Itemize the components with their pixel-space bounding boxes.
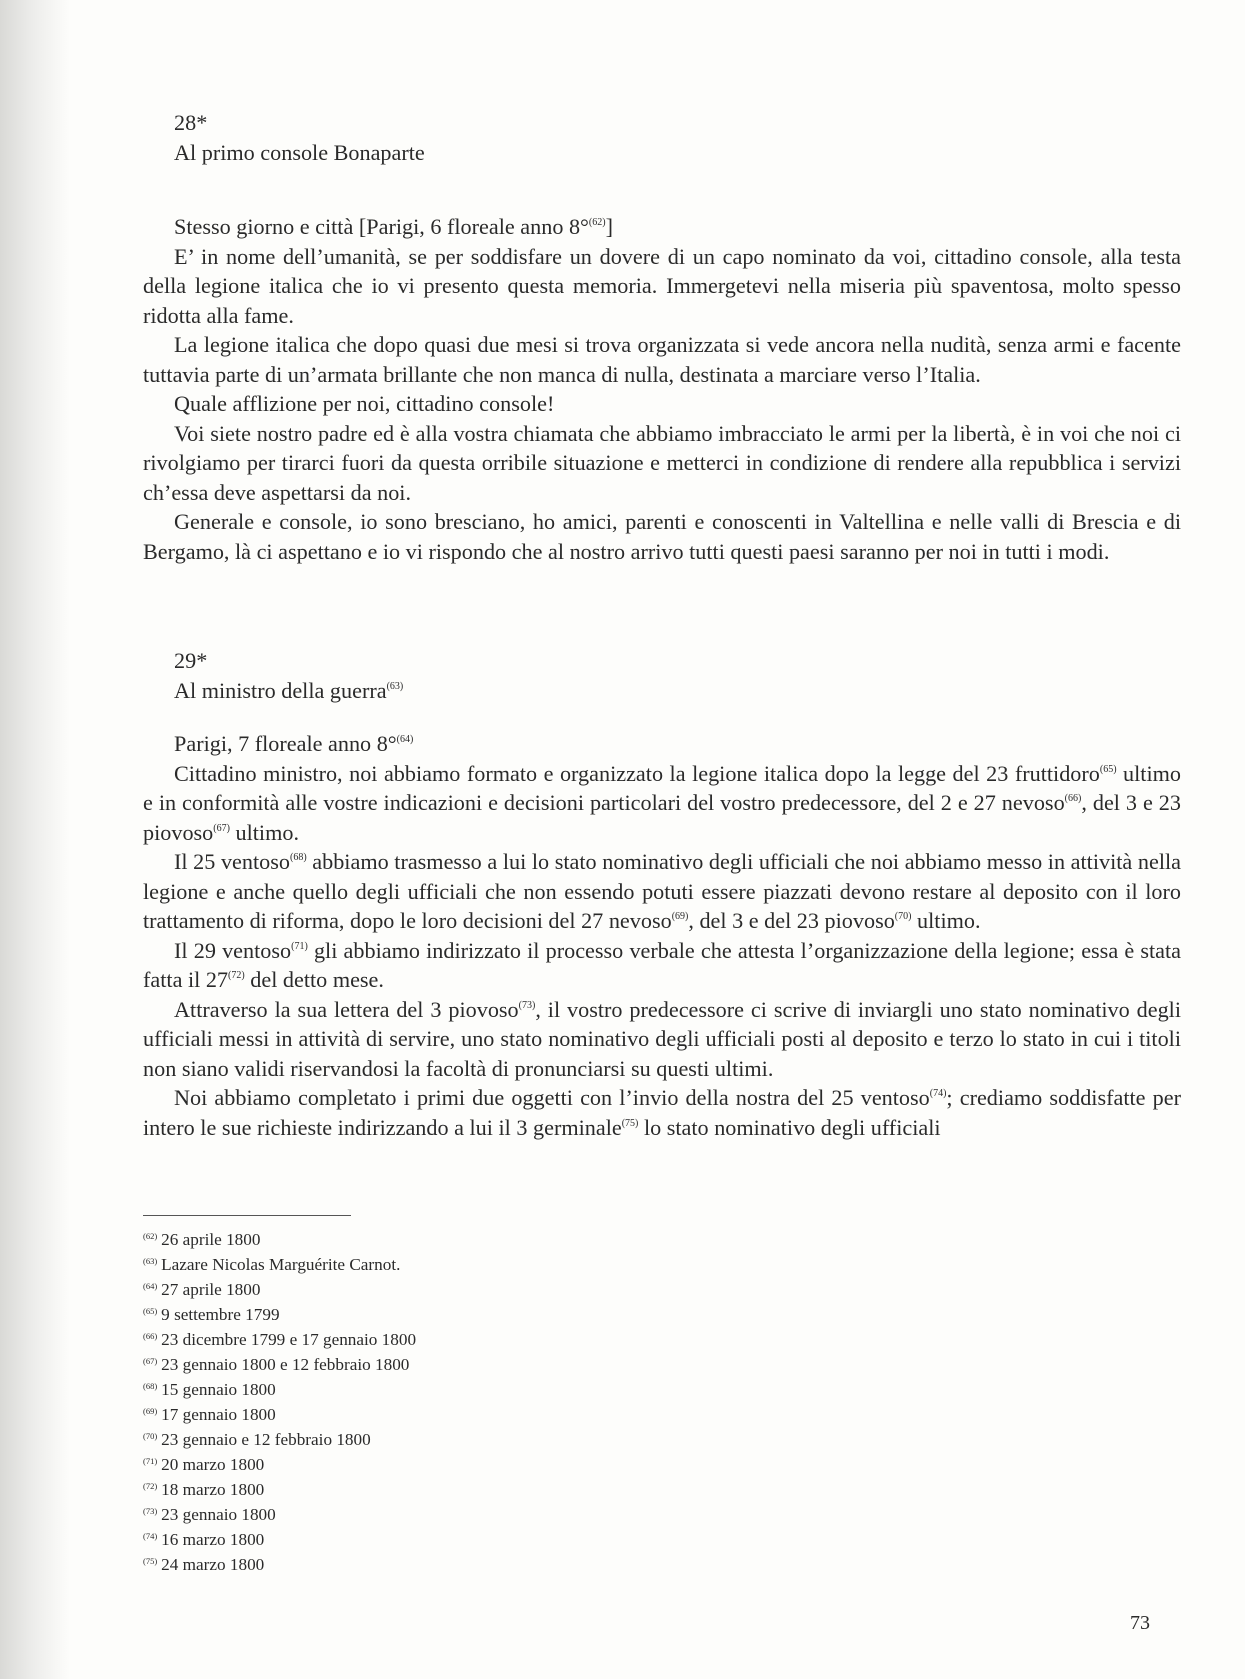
footnote	[143, 1427, 843, 1452]
footnote-number: (71)	[143, 1456, 158, 1466]
footnote	[143, 1527, 843, 1552]
footnote-text: 23 dicembre 1799 e 17 gennaio 1800	[161, 1330, 417, 1349]
footnote-text: 27 aprile 1800	[161, 1280, 261, 1299]
letter-addressee: Al primo console Bonaparte	[174, 139, 425, 165]
text: Attraverso la sua lettera del 3 piovoso	[174, 996, 519, 1022]
footnote-ref: (72)	[228, 970, 245, 981]
footnote	[143, 1452, 843, 1477]
footnote-number: (73)	[143, 1506, 158, 1516]
footnote-divider	[143, 1215, 351, 1216]
footnote-text: 15 gennaio 1800	[161, 1380, 276, 1399]
footnote	[143, 1252, 843, 1277]
footnote	[143, 1277, 843, 1302]
letter-date	[143, 729, 1181, 759]
footnote	[143, 1502, 843, 1527]
text: lo stato nominativo degli ufficiali	[638, 1114, 941, 1140]
footnote-number: (74)	[143, 1531, 158, 1541]
addressee-text: Al ministro della guerra	[174, 677, 387, 703]
footnote-ref: (68)	[289, 852, 307, 863]
date-text: Stesso giorno e città [Parigi, 6 floreale anno 8°	[174, 214, 589, 239]
footnote-text: 23 gennaio 1800	[161, 1505, 276, 1524]
paragraph: La legione italica che dopo quasi due mesi si trova organizzata si vede ancora nella nudità, senza armi e facente tuttavia parte di un’armata brillante che non manca di nulla, destinata a marciare verso l’Italia.	[143, 332, 1181, 387]
date-text: Parigi, 7 floreale anno 8°	[174, 731, 397, 756]
paragraph	[143, 936, 1181, 995]
footnote	[143, 1327, 843, 1352]
text: Noi abbiamo completato i primi due oggetti con l’invio della nostra del 25 ventoso	[174, 1085, 930, 1110]
footnote-ref: (63)	[386, 680, 404, 692]
footnote-number: (68)	[143, 1381, 158, 1391]
footnote	[143, 1552, 843, 1577]
letter-28	[143, 108, 1181, 167]
footnote	[143, 1352, 843, 1377]
paragraph	[143, 995, 1181, 1084]
footnote-ref: (65)	[1099, 763, 1117, 775]
paragraph	[143, 1083, 1181, 1142]
letter-29-text	[143, 729, 1181, 1142]
letter-addressee	[143, 676, 1181, 706]
text: , del 3 e del 23 piovoso	[688, 908, 895, 933]
paragraph	[143, 847, 1181, 936]
text: ultimo.	[911, 908, 981, 933]
text: del detto mese.	[244, 967, 384, 992]
footnote-number: (70)	[143, 1431, 158, 1441]
footnote-text: 20 marzo 1800	[161, 1455, 265, 1474]
footnote-ref: (62)	[588, 217, 606, 228]
footnote-text: 17 gennaio 1800	[161, 1405, 276, 1424]
footnote-text: 24 marzo 1800	[161, 1555, 265, 1574]
letter-date	[143, 212, 1181, 242]
footnote-number: (66)	[143, 1331, 158, 1341]
page-number: 73	[1130, 1612, 1150, 1634]
text: ultimo e in conformità alle vostre indicazioni e decisioni particolari del vostro predecessore, del 2 e 27 nevoso	[143, 760, 1181, 815]
footnote-ref: (66)	[1064, 793, 1082, 804]
text: ultimo.	[229, 819, 299, 845]
footnote-text: 16 marzo 1800	[161, 1530, 265, 1549]
letter-29	[143, 646, 1181, 705]
footnote-ref: (71)	[291, 940, 308, 952]
footnote	[143, 1377, 843, 1402]
paragraph	[143, 759, 1181, 848]
paragraph: E’ in nome dell’umanità, se per soddisfare un dovere di un capo nominato da voi, cittadino console, alla testa della legione italica che io vi presento questa memoria. Immergetevi nella miseria più spaventosa, molto spesso ridotta alla fame.	[143, 243, 1181, 328]
footnote-ref: (73)	[518, 999, 536, 1011]
text: , il vostro predecessore ci scrive di inviargli uno stato nominativo degli ufficiali messi in attività di servire, uno stato nominativo degli ufficiali posti al deposito e terzo lo stato in cui i titoli non siano validi riservandosi la facoltà di pronunciarsi su questi ultimi.	[143, 996, 1181, 1081]
footnote-number: (69)	[143, 1406, 158, 1416]
footnote-number: (67)	[143, 1356, 158, 1366]
paragraph: Quale afflizione per noi, cittadino console!	[174, 391, 555, 416]
footnote-text: 23 gennaio 1800 e 12 febbraio 1800	[161, 1355, 410, 1374]
footnote	[143, 1477, 843, 1502]
text: Il 29 ventoso	[174, 937, 292, 963]
footnote	[143, 1402, 843, 1427]
letter-number: 28*	[174, 110, 208, 135]
footnote-number: (65)	[143, 1306, 158, 1316]
footnote-ref: (75)	[621, 1117, 639, 1129]
footnote-text: 26 aprile 1800	[161, 1230, 261, 1249]
footnote-number: (64)	[143, 1281, 158, 1291]
footnote-number: (72)	[143, 1481, 158, 1491]
footnote-ref: (69)	[671, 911, 689, 922]
footnote-ref: (67)	[213, 822, 230, 834]
footnote-ref: (64)	[396, 734, 414, 745]
text: gli abbiamo indirizzato il processo verbale che attesta l’organizzazione della legione; essa è stata fatta il 27	[143, 937, 1182, 992]
text: , del 3 e 23 piovoso	[143, 790, 1181, 845]
footnote	[143, 1302, 843, 1327]
footnote-text: Lazare Nicolas Marguérite Carnot.	[161, 1255, 401, 1274]
footnote	[143, 1227, 843, 1252]
footnote-text: 18 marzo 1800	[161, 1480, 265, 1499]
text: Il 25 ventoso	[174, 849, 290, 874]
footnote-ref: (70)	[894, 911, 912, 922]
footnotes	[143, 1227, 843, 1577]
paragraph: Voi siete nostro padre ed è alla vostra chiamata che abbiamo imbracciato le armi per la libertà, è in voi che noi ci rivolgiamo per tirarci fuori da questa orribile situazione e metterci in condizione di rendere alla repubblica i servizi ch’essa deve aspettarsi da noi.	[143, 420, 1181, 505]
text: Cittadino ministro, noi abbiamo formato e organizzato la legione italica dopo la legge del 23 fruttidoro	[174, 760, 1100, 786]
date-bracket: ]	[605, 214, 613, 239]
footnote-number: (62)	[143, 1231, 158, 1241]
paragraph: Generale e console, io sono bresciano, ho amici, parenti e conoscenti in Valtellina e nelle valli di Brescia e di Bergamo, là ci aspettano e io vi rispondo che al nostro arrivo tutti questi paesi saranno per noi in tutti i modi.	[143, 509, 1181, 564]
letter-number: 29*	[174, 648, 208, 673]
footnote-text: 23 gennaio e 12 febbraio 1800	[161, 1430, 371, 1449]
footnote-text: 9 settembre 1799	[161, 1305, 280, 1324]
footnote-number: (63)	[143, 1256, 158, 1266]
footnote-number: (75)	[143, 1556, 158, 1566]
text: abbiamo trasmesso a lui lo stato nominativo degli ufficiali che noi abbiamo messo in attività nella legione e anche quello degli ufficiali che non essendo potuti essere piazzati devono restare al deposito con il loro trattamento di riforma, dopo le loro decisioni del 27 nevoso	[143, 849, 1181, 933]
page-gutter-shadow	[0, 0, 70, 1679]
text: ; crediamo soddisfatte per intero le sue richieste indirizzando a lui il 3 germinale	[143, 1085, 1181, 1140]
footnote-ref: (74)	[929, 1088, 947, 1099]
letter-28-text	[143, 212, 1181, 566]
